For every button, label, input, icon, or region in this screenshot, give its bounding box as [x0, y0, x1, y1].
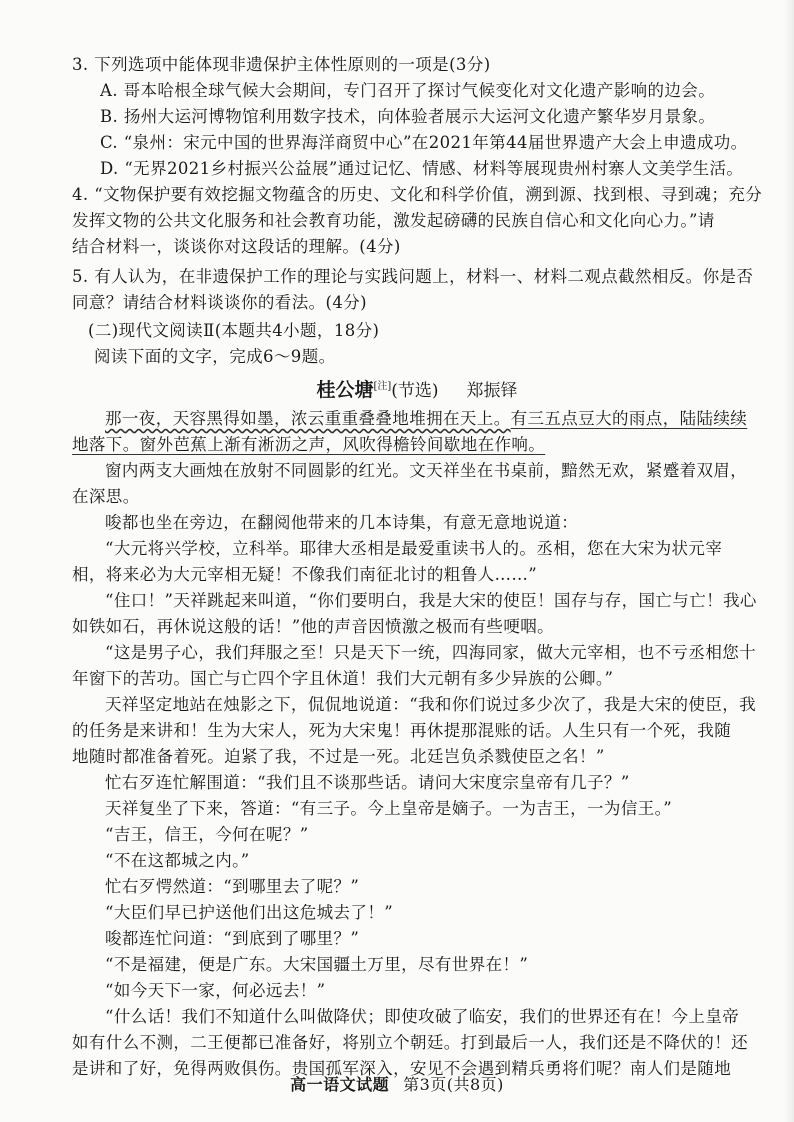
story-line: “如今天下一家，何必远去！” — [105, 981, 326, 1000]
story-paragraph — [72, 978, 762, 1004]
story-paragraph — [72, 692, 762, 770]
page-footer — [0, 1072, 794, 1095]
story-line: 如铁如石，再休说这般的话！”他的声音因愤激之极而有些哽咽。 — [72, 617, 555, 636]
story-line: 地随时都准备着死。迫紧了我，不过是一死。北廷岂负杀戮使臣之名！” — [72, 747, 605, 766]
section-instruction: 阅读下面的文字，完成6～9题。 — [94, 347, 336, 366]
story-paragraph — [72, 536, 762, 588]
story-paragraph — [72, 874, 762, 900]
story-line: 天祥复坐了下来，答道：“有三子。今上皇帝是嫡子。一为吉王，一为信王。” — [105, 799, 673, 818]
question-4-line: 4. “文物保护要有效挖掘文物蕴含的历史、文化和科学价值，溯到源、找到根、寻到魂；充分 — [72, 185, 763, 204]
question-3-option-d: D. “无界2021乡村振兴公益展”通过记忆、情感、材料等展现贵州村寨人文美学生活。 — [100, 159, 744, 178]
wavy-underlined-text: 那一夜，天容黑得如墨，浓云重重叠叠地堆拥在天上。 — [105, 409, 511, 428]
story-line: 年窗下的苦功。国亡与亡四个字且休道！我们大元朝有多少异族的公卿。” — [72, 669, 614, 688]
story-paragraph — [72, 926, 762, 952]
question-3-option-a: A. 哥本哈根全球气候大会期间，专门召开了探讨气候变化对文化遗产影响的边会。 — [100, 81, 716, 100]
story-paragraph — [72, 770, 762, 796]
story-line: “大元将兴学校，立科举。耶律大丞相是最爱重读书人的。丞相，您在大宋为状元宰 — [105, 539, 723, 558]
story-line: “什么话！我们不知道什么叫做降伏；即使攻破了临安，我们的世界还有在！今上皇帝 — [105, 1007, 740, 1026]
story-paragraph — [72, 822, 762, 848]
story-title-row — [72, 372, 762, 406]
scan-edge-shadow — [784, 0, 794, 1122]
story-line: “不是福建，便是广东。大宋国疆土万里，尽有世界在！” — [105, 955, 529, 974]
story-line: 唆都连忙问道：“到底到了哪里？” — [105, 929, 360, 948]
story-line: 在深思。 — [72, 487, 140, 506]
section-heading: (二)现代文阅读Ⅱ(本题共4小题，18分) — [88, 321, 380, 340]
question-5 — [72, 264, 762, 316]
story-subtitle: (节选) — [391, 381, 439, 401]
question-4 — [72, 182, 762, 260]
question-3-option-b: B. 扬州大运河博物馆利用数字技术，向体验者展示大运河文化遗产繁华岁月景象。 — [100, 107, 716, 126]
story-paragraph — [72, 588, 762, 640]
story-body — [72, 406, 762, 1082]
story-title-note: [注] — [373, 381, 392, 392]
story-paragraph — [72, 796, 762, 822]
story-paragraph — [72, 640, 762, 692]
story-line: 唆都也坐在旁边，在翻阅他带来的几本诗集，有意无意地说道： — [105, 513, 579, 532]
story-paragraphs — [72, 458, 762, 1082]
story-paragraph — [72, 510, 762, 536]
story-line: 忙右歹连忙解围道：“我们且不谈那些话。请问大宋度宗皇帝有几子？” — [105, 773, 630, 792]
question-4-line: 发挥文物的公共文化服务和社会教育功能，激发起磅礴的民族自信心和文化向心力。”请 — [72, 211, 715, 230]
story-author: 郑振铎 — [466, 381, 518, 401]
story-paragraph — [72, 952, 762, 978]
story-line: “这是男子心，我们拜服之至！只是天下一统，四海同家，做大元宰相，也不亏丞相您十 — [105, 643, 757, 662]
story-line: “住口！”天祥跳起来叫道，“你们要明白，我是大宋的使臣！国存与存，国亡与亡！我心 — [105, 591, 757, 610]
story-opening-line — [72, 406, 762, 432]
story-line: 忙右歹愕然道：“到哪里去了呢？” — [105, 877, 360, 896]
question-3-option-c: C. “泉州：宋元中国的世界海洋商贸中心”在2021年第44届世界遗产大会上申遗成功。 — [100, 133, 748, 152]
underlined-text: 有三五点豆大的雨点，陆陆续续 — [510, 409, 748, 428]
footer-page-number: 第3页(共8页) — [403, 1075, 504, 1094]
story-paragraph — [72, 458, 762, 510]
story-paragraph — [72, 848, 762, 874]
story-title: 桂公塘 — [316, 379, 374, 401]
story-opening-line — [72, 432, 762, 458]
story-line: “不在这都城之内。” — [105, 851, 250, 870]
page-content — [72, 52, 762, 1082]
story-line: 相，将来必为大元宰相无疑！不像我们南征北讨的粗鲁人……” — [72, 565, 538, 584]
question-3 — [72, 52, 762, 182]
story-line: 如有什么不测，二王便都已准备好，将别立个朝廷。打到最后一人，我们还是不降伏的！还 — [72, 1033, 748, 1052]
story-paragraph — [72, 900, 762, 926]
underlined-text: 地落下。窗外芭蕉上渐有淅沥之声，风吹得檐铃间歇地在作响。 — [72, 435, 546, 454]
question-5-line: 5. 有人认为，在非遗保护工作的理论与实践问题上，材料一、材料二观点截然相反。你是否 — [72, 267, 754, 286]
story-line: 的任务是来讲和！生为大宋人，死为大宋鬼！再休提那混账的话。人生只有一个死，我随 — [72, 721, 732, 740]
story-paragraph — [72, 1004, 762, 1082]
story-line: 天祥坚定地站在烛影之下，侃侃地说道：“我和你们说过多少次了，我是大宋的使臣，我 — [105, 695, 757, 714]
story-line: “大臣们早已护送他们出这危城去了！” — [105, 903, 394, 922]
story-line: “吉王，信王，今何在呢？” — [105, 825, 309, 844]
story-line: 窗内两支大画烛在放射不同圆影的红光。文天祥坐在书桌前，黯然无欢，紧蹙着双眉， — [105, 461, 748, 480]
question-4-line: 结合材料一，谈谈你对这段话的理解。(4分) — [72, 237, 401, 256]
question-3-stem: 3. 下列选项中能体现非遗保护主体性原则的一项是(3分) — [72, 55, 491, 74]
question-5-line: 同意？请结合材料谈谈你的看法。(4分) — [72, 293, 367, 312]
story-line: 是讲和了好，免得两败俱伤。贵国孤军深入，安见不会遇到精兵勇将们呢？南人们是随地 — [72, 1059, 732, 1078]
footer-title: 高一语文试题 — [290, 1075, 390, 1094]
